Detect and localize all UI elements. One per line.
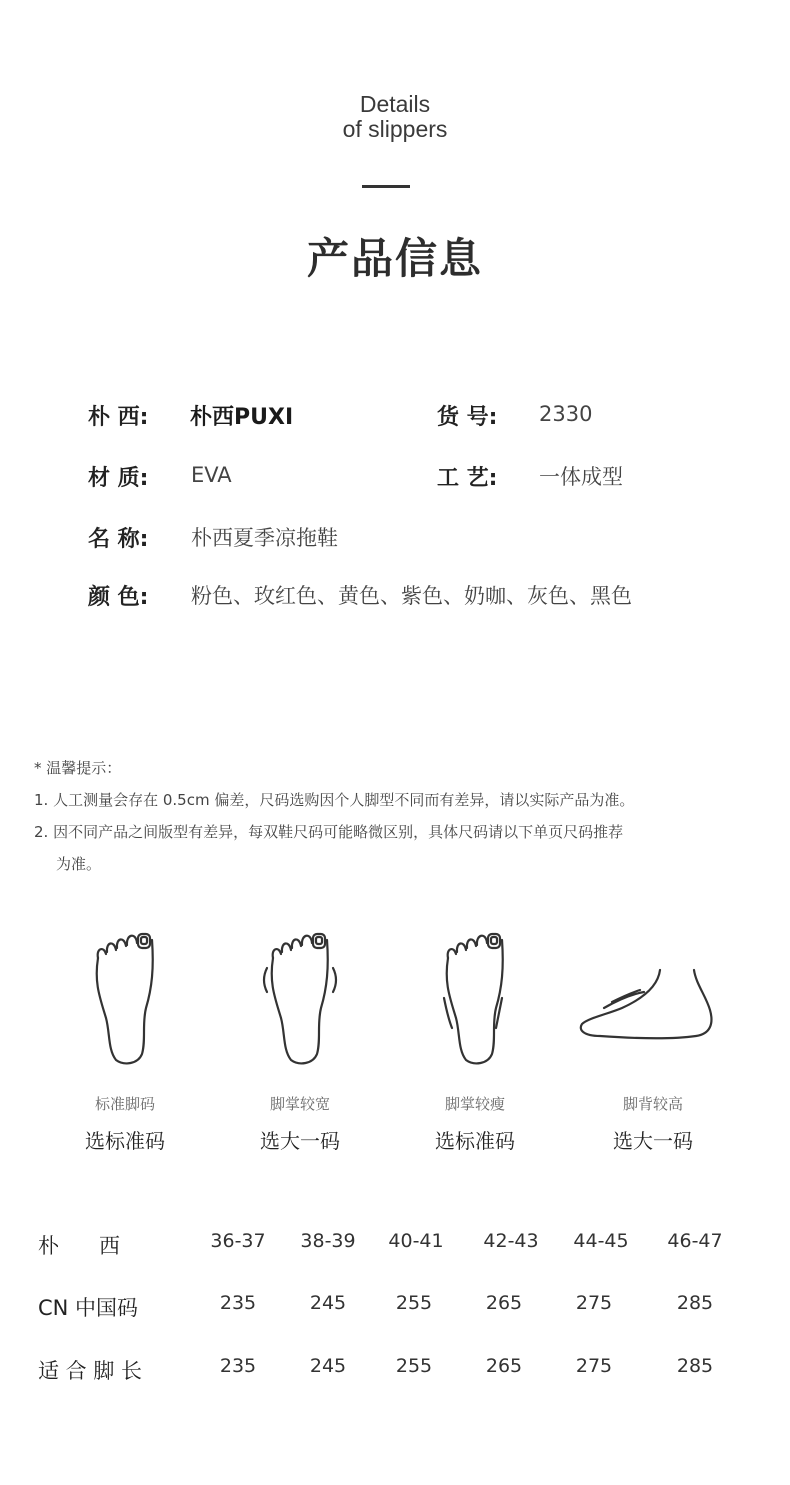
size-cell: 285 bbox=[676, 1292, 714, 1314]
details-title-line2: of slippers bbox=[342, 116, 448, 142]
narrow-foot-icon bbox=[400, 928, 550, 1068]
page-title: 产品信息 bbox=[306, 234, 483, 283]
foot-advice-narrow: 选标准码 bbox=[435, 1129, 515, 1153]
wide-foot-icon bbox=[225, 928, 375, 1068]
details-title-en bbox=[0, 92, 790, 142]
size-cell: 275 bbox=[575, 1292, 613, 1314]
size-row-cn bbox=[0, 1292, 790, 1332]
size-notes bbox=[34, 752, 774, 880]
standard-foot-icon bbox=[50, 928, 200, 1068]
size-cell: 255 bbox=[395, 1355, 433, 1377]
color-value: 粉色、玫红色、黄色、紫色、奶咖、灰色、黑色 bbox=[191, 584, 632, 608]
size-cell: 42-43 bbox=[483, 1230, 539, 1252]
craft-label: 工 艺: bbox=[437, 466, 498, 491]
size-row-brand bbox=[0, 1230, 790, 1270]
brand-value: 朴西PUXI bbox=[190, 405, 294, 430]
foot-advice-wide: 选大一码 bbox=[260, 1129, 340, 1153]
size-row-foot-length bbox=[0, 1355, 790, 1395]
notes-line-2-cont: 为准。 bbox=[56, 855, 102, 873]
foot-advice-high-instep: 选大一码 bbox=[613, 1129, 693, 1153]
foot-advice-standard: 选标准码 bbox=[85, 1129, 165, 1153]
notes-heading: * 温馨提示： bbox=[34, 759, 122, 777]
foot-caption-standard: 标准脚码 bbox=[94, 1095, 155, 1113]
details-title-line1: Details bbox=[359, 91, 431, 117]
row-label: 适 合 脚 长 bbox=[38, 1359, 143, 1383]
brand-label: 朴 西: bbox=[88, 405, 149, 430]
foot-caption-narrow: 脚掌较瘦 bbox=[444, 1095, 505, 1113]
size-cell: 44-45 bbox=[573, 1230, 629, 1252]
item-no-label: 货 号: bbox=[437, 405, 498, 430]
material-value: EVA bbox=[191, 463, 232, 487]
size-cell: 235 bbox=[219, 1355, 257, 1377]
foot-caption-wide: 脚掌较宽 bbox=[269, 1095, 330, 1113]
notes-line-1: 1. 人工测量会存在 0.5cm 偏差，尺码选购因个人脚型不同而有差异，请以实际产品为准。 bbox=[34, 791, 635, 809]
size-cell: 265 bbox=[485, 1292, 523, 1314]
name-value: 朴西夏季凉拖鞋 bbox=[191, 526, 338, 550]
title-divider bbox=[362, 185, 410, 188]
size-cell: 255 bbox=[395, 1292, 433, 1314]
foot-caption-high-instep: 脚背较高 bbox=[622, 1095, 683, 1113]
size-cell: 265 bbox=[485, 1355, 523, 1377]
item-no-value: 2330 bbox=[539, 402, 593, 426]
size-cell: 245 bbox=[309, 1355, 347, 1377]
craft-value: 一体成型 bbox=[539, 465, 623, 489]
size-cell: 245 bbox=[309, 1292, 347, 1314]
size-cell: 235 bbox=[219, 1292, 257, 1314]
size-cell: 38-39 bbox=[300, 1230, 356, 1252]
size-cell: 285 bbox=[676, 1355, 714, 1377]
row-label: CN 中国码 bbox=[38, 1296, 139, 1320]
size-cell: 40-41 bbox=[388, 1230, 444, 1252]
size-cell: 46-47 bbox=[667, 1230, 723, 1252]
material-label: 材 质: bbox=[88, 466, 149, 491]
row-label: 朴 西 bbox=[38, 1234, 121, 1258]
size-cell: 36-37 bbox=[210, 1230, 266, 1252]
size-cell: 275 bbox=[575, 1355, 613, 1377]
color-label: 颜 色: bbox=[88, 585, 149, 610]
name-label: 名 称: bbox=[88, 527, 149, 552]
high-instep-foot-icon bbox=[578, 928, 728, 1068]
notes-line-2: 2. 因不同产品之间版型有差异，每双鞋尺码可能略微区别，具体尺码请以下单页尺码推荐 bbox=[34, 823, 624, 841]
